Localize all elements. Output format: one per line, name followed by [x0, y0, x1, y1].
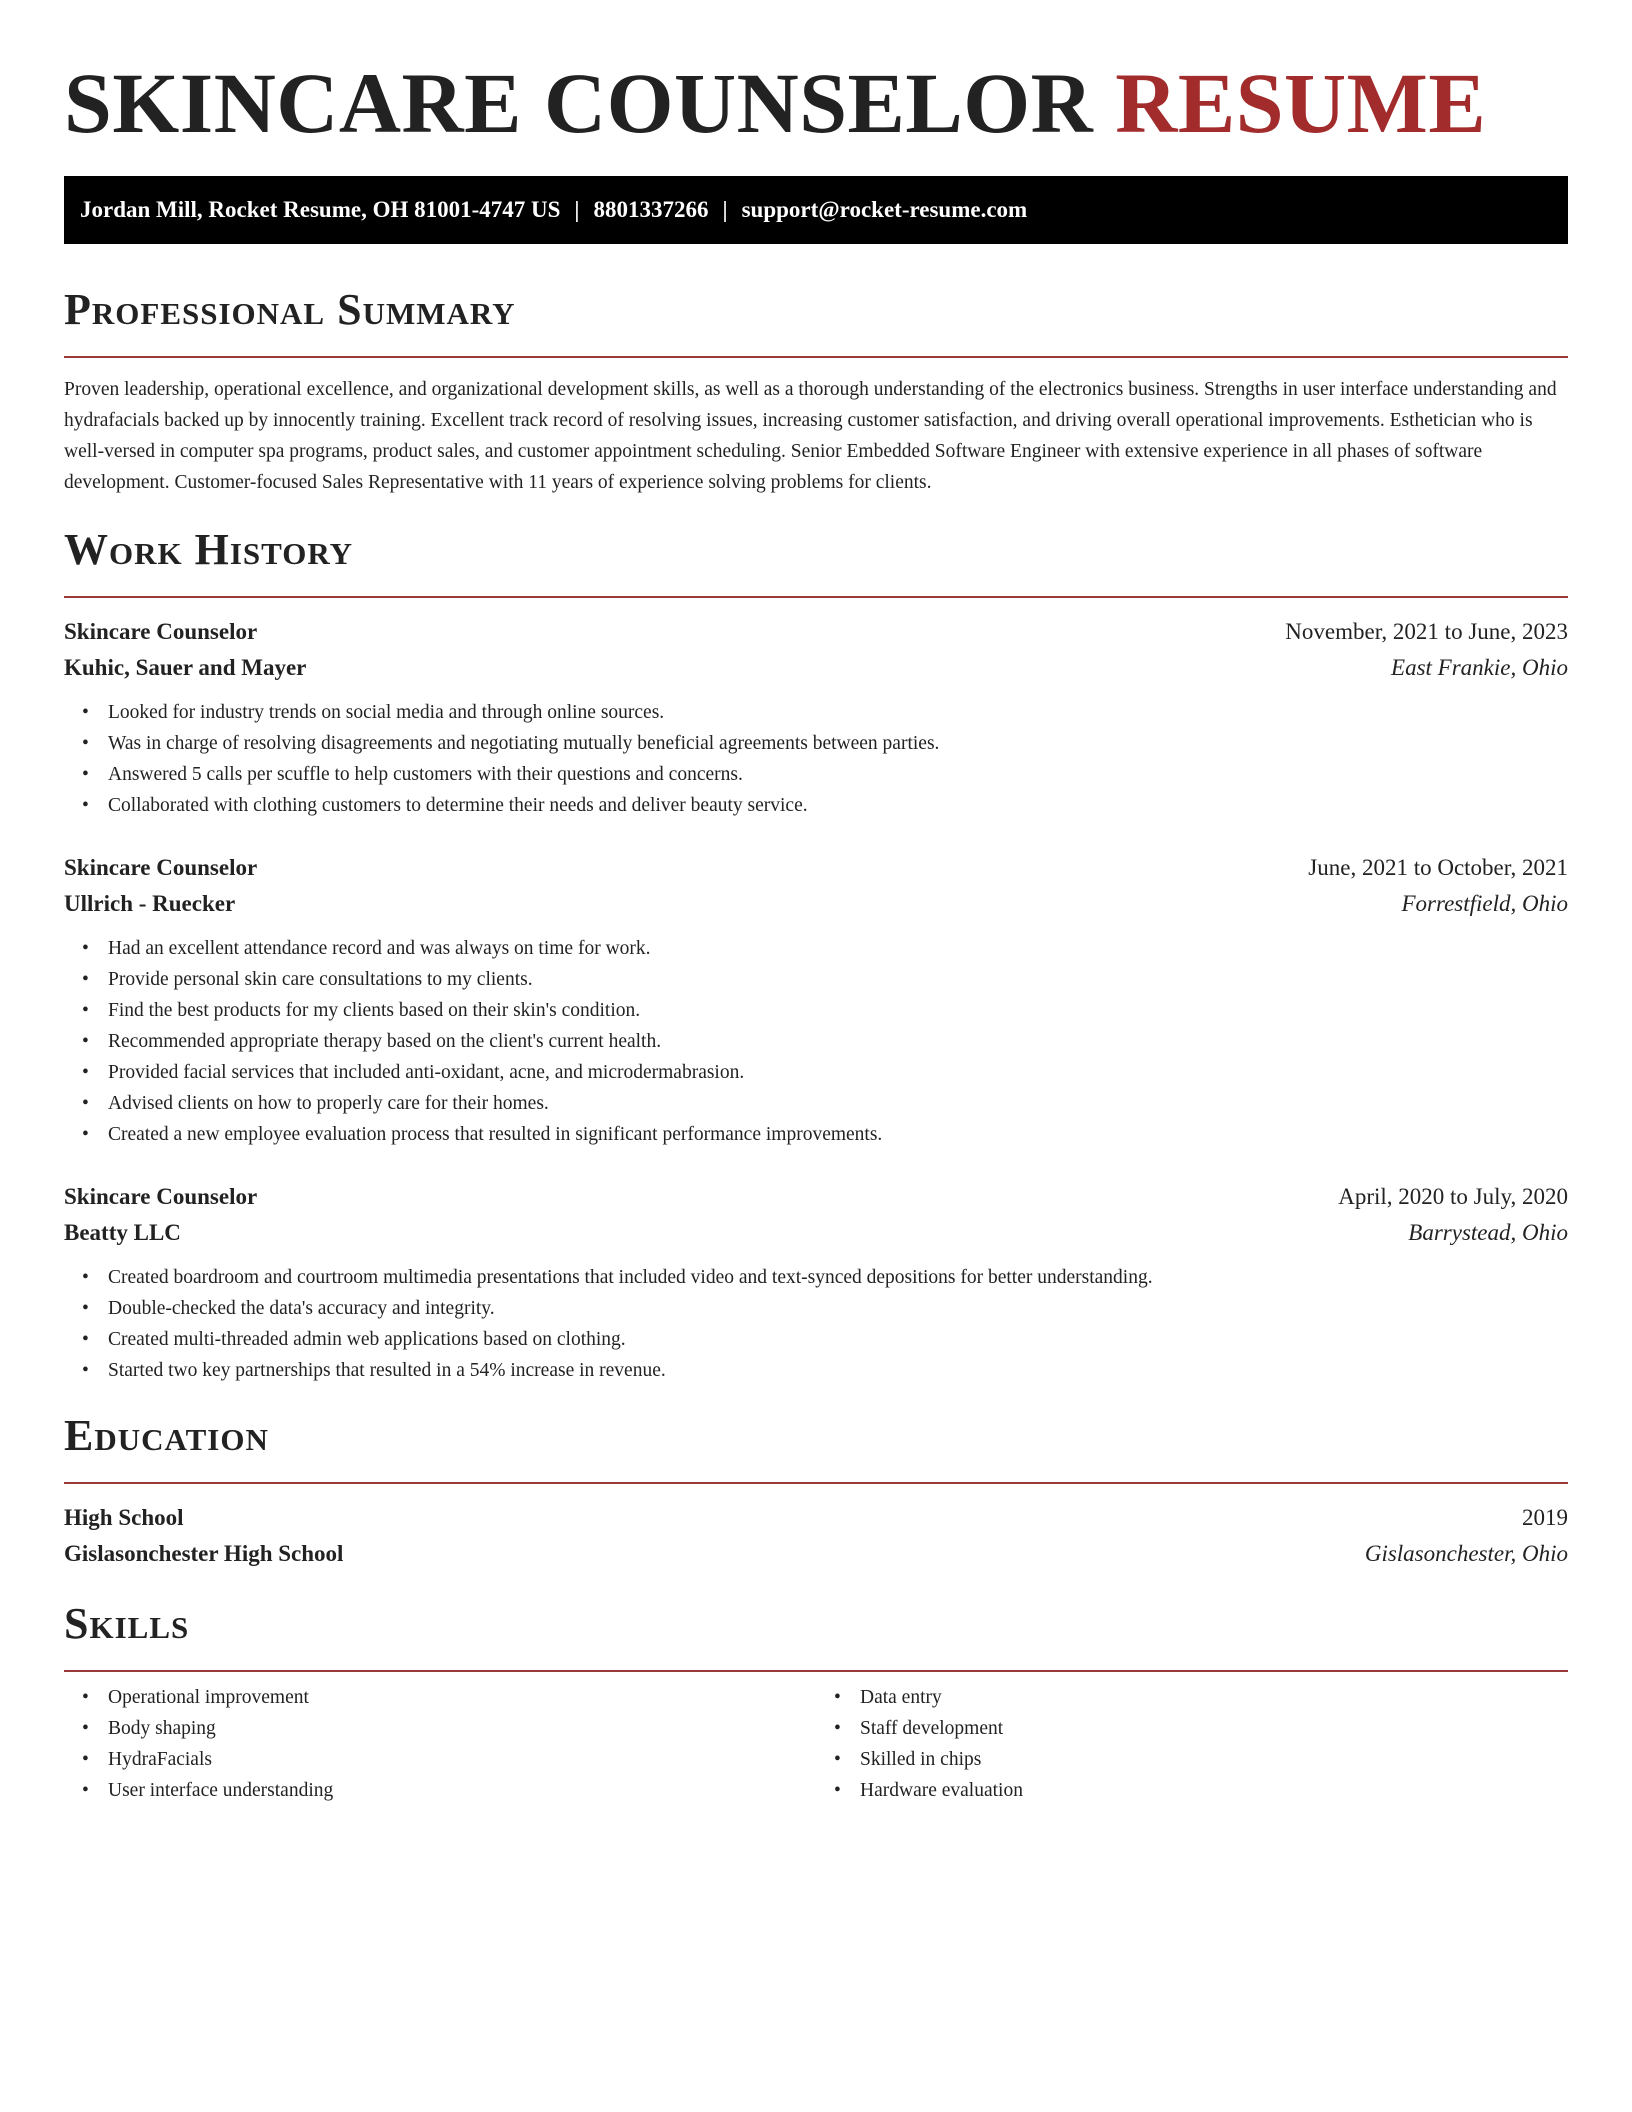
job-header-row: [64, 614, 1568, 650]
contact-phone[interactable]: 8801337266: [593, 197, 709, 222]
skill-item: • Data entry: [860, 1682, 1568, 1713]
skill-item: • Operational improvement: [108, 1682, 816, 1713]
education-degree: High School: [64, 1505, 184, 1530]
list-item: • Created multi-threaded admin web applications based on clothing.: [108, 1324, 1568, 1355]
education-entry: [64, 1500, 1568, 1572]
list-item: • Provided facial services that included anti-oxidant, acne, and microdermabrasion.: [108, 1057, 1568, 1088]
resume-page: [64, 0, 1568, 1806]
list-item: • Looked for industry trends on social media and through online sources.: [108, 697, 1568, 728]
job-company: Ullrich - Ruecker: [64, 891, 236, 916]
section-heading: Professional Summary: [64, 285, 516, 334]
education-header-row: [64, 1500, 1568, 1536]
list-item: • Find the best products for my clients based on their skin's condition.: [108, 995, 1568, 1026]
skill-item: • Skilled in chips: [860, 1744, 1568, 1775]
education-school-row: [64, 1536, 1568, 1572]
job-location: Barrystead, Ohio: [1408, 1220, 1568, 1245]
list-item: • Started two key partnerships that resulted in a 54% increase in revenue.: [108, 1355, 1568, 1386]
list-item: • Had an excellent attendance record and was always on time for work.: [108, 933, 1568, 964]
list-item: • Collaborated with clothing customers to determine their needs and deliver beauty service.: [108, 790, 1568, 821]
list-item: • Created boardroom and courtroom multimedia presentations that included video and text-synced depositions for better understanding.: [108, 1262, 1568, 1293]
list-item: • Provide personal skin care consultations to my clients.: [108, 964, 1568, 995]
job-dates: April, 2020 to July, 2020: [1338, 1184, 1568, 1209]
job-dates: June, 2021 to October, 2021: [1308, 855, 1568, 880]
job-header-row: [64, 850, 1568, 886]
contact-bar: [64, 176, 1568, 244]
skills-column-left: [64, 1682, 816, 1806]
job-company: Beatty LLC: [64, 1220, 181, 1245]
contact-separator: |: [574, 197, 580, 222]
skills-section: [64, 1598, 1568, 1806]
title-accent: RESUME: [1115, 55, 1487, 151]
job-company-row: [64, 1215, 1568, 1251]
skills-column-right: [816, 1682, 1568, 1806]
skills-grid: [64, 1682, 1568, 1806]
education-location: Gislasonchester, Ohio: [1364, 1541, 1568, 1566]
skill-item: • Body shaping: [108, 1713, 816, 1744]
contact-email[interactable]: support@rocket-resume.com: [741, 197, 1028, 222]
section-divider: [64, 356, 1568, 358]
job-title: Skincare Counselor: [64, 1184, 258, 1209]
job-company: Kuhic, Sauer and Mayer: [64, 655, 307, 680]
title-main: SKINCARE COUNSELOR: [64, 55, 1094, 151]
job-bullets: [64, 697, 1568, 821]
job-entry: [64, 614, 1568, 821]
education-section: [64, 1410, 1568, 1572]
list-item: • Recommended appropriate therapy based on the client's current health.: [108, 1026, 1568, 1057]
job-company-row: [64, 650, 1568, 686]
section-divider: [64, 1482, 1568, 1484]
job-title: Skincare Counselor: [64, 619, 258, 644]
list-item: • Advised clients on how to properly care for their homes.: [108, 1088, 1568, 1119]
skill-item: • User interface understanding: [108, 1775, 816, 1806]
job-header-row: [64, 1179, 1568, 1215]
section-heading: Skills: [64, 1599, 190, 1648]
list-item: • Was in charge of resolving disagreements and negotiating mutually beneficial agreements between parties.: [108, 728, 1568, 759]
resume-title: [64, 0, 1568, 151]
section-divider: [64, 596, 1568, 598]
summary-section: [64, 284, 1568, 498]
contact-address: Jordan Mill, Rocket Resume, OH 81001-4747 US: [80, 197, 561, 222]
job-entry: [64, 850, 1568, 1150]
job-bullets: [64, 933, 1568, 1150]
section-divider: [64, 1670, 1568, 1672]
job-location: Forrestfield, Ohio: [1401, 891, 1568, 916]
work-history-section: [64, 524, 1568, 1386]
education-year: 2019: [1522, 1505, 1568, 1530]
section-heading: Education: [64, 1411, 269, 1460]
job-location: East Frankie, Ohio: [1391, 655, 1568, 680]
job-bullets: [64, 1262, 1568, 1386]
summary-text: Proven leadership, operational excellence, and organizational development skills, as well as a thorough understanding of the electronics business. Strengths in user interface understanding and hydrafacials backed up by innocently training. Excellent track record of resolving issues, increasing customer satisfaction, and driving overall operational improvements. Esthetician who is well-versed in computer spa programs, product sales, and customer appointment scheduling. Senior Embedded Software Engineer with extensive experience in all phases of software development. Customer-focused Sales Representative with 11 years of experience solving problems for clients.: [64, 379, 1557, 493]
list-item: • Created a new employee evaluation process that resulted in significant performance improvements.: [108, 1119, 1568, 1150]
skill-item: • Staff development: [860, 1713, 1568, 1744]
job-dates: November, 2021 to June, 2023: [1285, 619, 1568, 644]
skill-item: • HydraFacials: [108, 1744, 816, 1775]
section-heading: Work History: [64, 525, 354, 574]
job-title: Skincare Counselor: [64, 855, 258, 880]
education-school: Gislasonchester High School: [64, 1541, 344, 1566]
skill-item: • Hardware evaluation: [860, 1775, 1568, 1806]
list-item: • Double-checked the data's accuracy and integrity.: [108, 1293, 1568, 1324]
contact-separator: |: [722, 197, 728, 222]
list-item: • Answered 5 calls per scuffle to help customers with their questions and concerns.: [108, 759, 1568, 790]
job-entry: [64, 1179, 1568, 1386]
job-company-row: [64, 886, 1568, 922]
